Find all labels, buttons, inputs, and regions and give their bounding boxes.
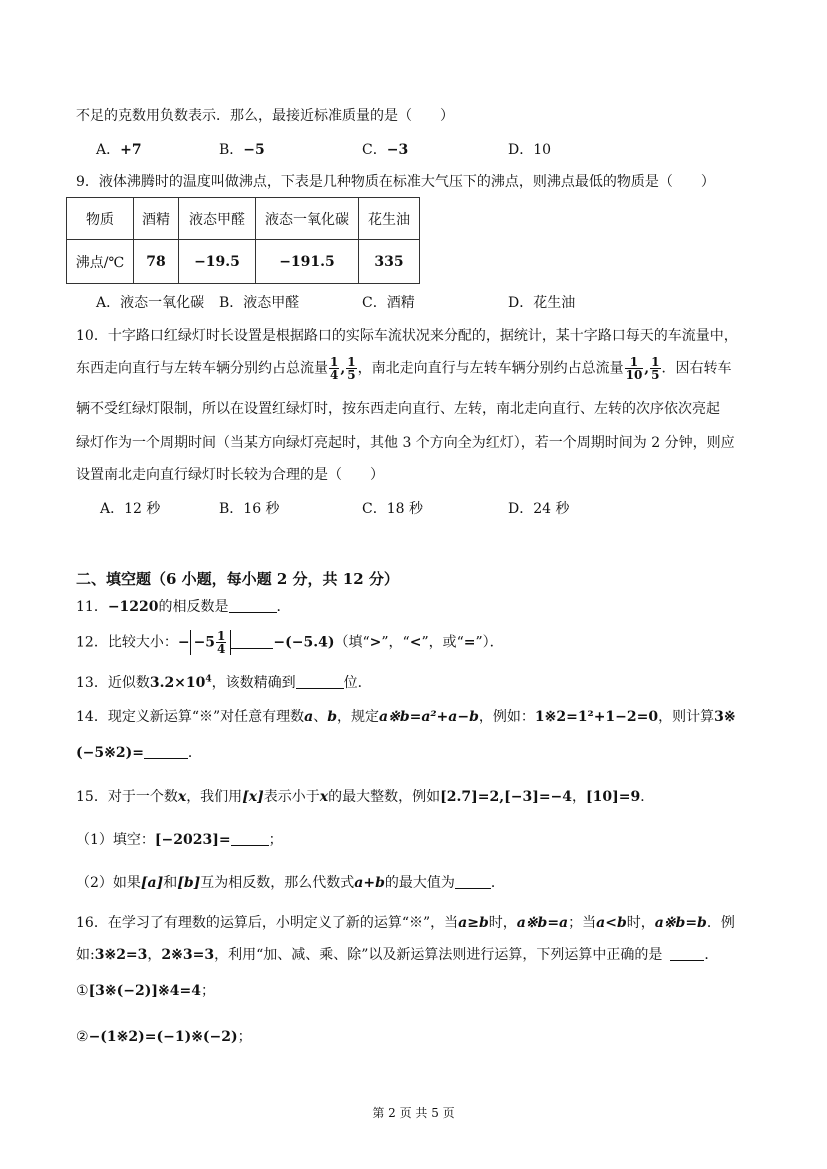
fraction: $\frac{1}{4}$ bbox=[330, 355, 339, 382]
q11: 11．−1220的相反数是 ． bbox=[76, 599, 291, 615]
table-cell: −19.5 bbox=[179, 240, 256, 284]
table-cell: −191.5 bbox=[256, 240, 359, 284]
q9-option-c: C．酒精 bbox=[362, 295, 415, 311]
table-cell: 液态一氧化碳 bbox=[256, 198, 359, 240]
q8-option-a: A．+7 bbox=[96, 142, 142, 158]
q13: 13．近似数$3.2\times 10^4$，该数精确到 位． bbox=[76, 674, 372, 691]
q16-item-2: ②−(1※2)=(−1)※(−2)； bbox=[76, 1029, 252, 1045]
q9-option-a: A．液态一氧化碳 bbox=[96, 295, 205, 311]
table-cell: 物质 bbox=[67, 198, 134, 240]
table-header-row bbox=[67, 198, 420, 240]
table-cell: 酒精 bbox=[134, 198, 179, 240]
q8-option-d: D．10 bbox=[508, 142, 552, 158]
boiling-point-table bbox=[66, 197, 420, 284]
table-cell: 78 bbox=[134, 240, 179, 284]
section-2-title: 二、填空题（6 小题，每小题 2 分，共 12 分） bbox=[76, 570, 399, 588]
q16-line-2: 如:3※2=3，2※3=3，利用“加、减、乘、除”以及新运算法则进行运算，下列运算中正确的是 ． bbox=[76, 947, 719, 963]
answer-blank[interactable] bbox=[144, 744, 188, 759]
q14-line-2: (−5※2)= ． bbox=[76, 745, 202, 761]
page-number-footer: 第 2 页 共 5 页 bbox=[372, 1106, 455, 1120]
q9-option-d: D．花生油 bbox=[508, 295, 576, 311]
q10-option-d: D．24 秒 bbox=[508, 501, 570, 517]
q10-option-c: C．18 秒 bbox=[362, 501, 423, 517]
q12: 12．比较大小：− −5 $\frac{1}{4}$ −(−5.4)（填“>”，“<”，或“=”）． bbox=[76, 629, 504, 656]
table-cell: 液态甲醛 bbox=[179, 198, 256, 240]
table-cell: 沸点/℃ bbox=[67, 240, 134, 284]
q8-option-b: B．−5 bbox=[219, 142, 265, 158]
answer-blank[interactable] bbox=[296, 674, 344, 689]
table-row bbox=[67, 240, 420, 284]
table-cell: 335 bbox=[359, 240, 420, 284]
q8-stem-tail: 不足的克数用负数表示．那么，最接近标准质量的是（ ） bbox=[76, 108, 454, 124]
fraction: $\frac{1}{5}$ bbox=[347, 355, 356, 382]
fraction: $\frac{1}{10}$ bbox=[625, 355, 643, 382]
q10-line-1: 10．十字路口红绿灯时长设置是根据路口的实际车流状况来分配的，据统计，某十字路口每天的车流量中， bbox=[76, 328, 738, 344]
answer-blank[interactable] bbox=[231, 831, 269, 846]
q10-line-5: 设置南北走向直行绿灯时长较为合理的是（ ） bbox=[76, 467, 384, 483]
answer-blank[interactable] bbox=[229, 598, 277, 613]
q14-line-1: 14．现定义新运算“※”对任意有理数a、b，规定a※b=a²+a−b，例如：1※2=1²+1−2=0，则计算3※ bbox=[76, 709, 736, 725]
answer-blank[interactable] bbox=[455, 874, 491, 889]
answer-blank[interactable] bbox=[231, 634, 273, 649]
q10-line-4: 绿灯作为一个周期时间（当某方向绿灯亮起时，其他 3 个方向全为红灯），若一个周期时间为 2 分钟，则应 bbox=[76, 435, 735, 451]
q9-stem: 9．液体沸腾时的温度叫做沸点，下表是几种物质在标准大气压下的沸点，则沸点最低的物质是（ ） bbox=[76, 174, 715, 190]
q10-line-2: 东西走向直行与左转车辆分别约占总流量 $\frac{1}{4}$ , $\frac{1}{5}$ ，南北走向直行与左转车辆分别约占总流量 $\frac{1}{10}$ , $\frac{1}{5}$ ．因右转车 bbox=[76, 355, 732, 382]
q10-line-3: 辆不受红绿灯限制，所以在设置红绿灯时，按东西走向直行、左转，南北走向直行、左转的次序依次亮起 bbox=[76, 401, 720, 417]
q15-stem: 15．对于一个数x，我们用[x]表示小于x的最大整数，例如[2.7]=2,[−3]=−4，[10]=9． bbox=[76, 789, 655, 805]
answer-blank[interactable] bbox=[670, 946, 704, 961]
q10-option-a: A．12 秒 bbox=[100, 501, 161, 517]
q16-item-1: ①[3※(−2)]※4=4； bbox=[76, 983, 215, 999]
table-cell: 花生油 bbox=[359, 198, 420, 240]
absolute-value: −5 $\frac{1}{4}$ bbox=[190, 630, 232, 655]
q15-part-1: （1）填空：[−2023]= ； bbox=[76, 832, 283, 848]
fraction: $\frac{1}{5}$ bbox=[651, 355, 660, 382]
q15-part-2: （2）如果[a]和[b]互为相反数，那么代数式a+b的最大值为 ． bbox=[76, 875, 505, 891]
q8-option-c: C．−3 bbox=[362, 142, 409, 158]
q16-line-1: 16．在学习了有理数的运算后，小明定义了新的运算“※”，当a≥b时，a※b=a；当a<b时，a※b=b．例 bbox=[76, 915, 735, 931]
q10-option-b: B．16 秒 bbox=[219, 501, 280, 517]
q9-option-b: B．液态甲醛 bbox=[219, 295, 300, 311]
